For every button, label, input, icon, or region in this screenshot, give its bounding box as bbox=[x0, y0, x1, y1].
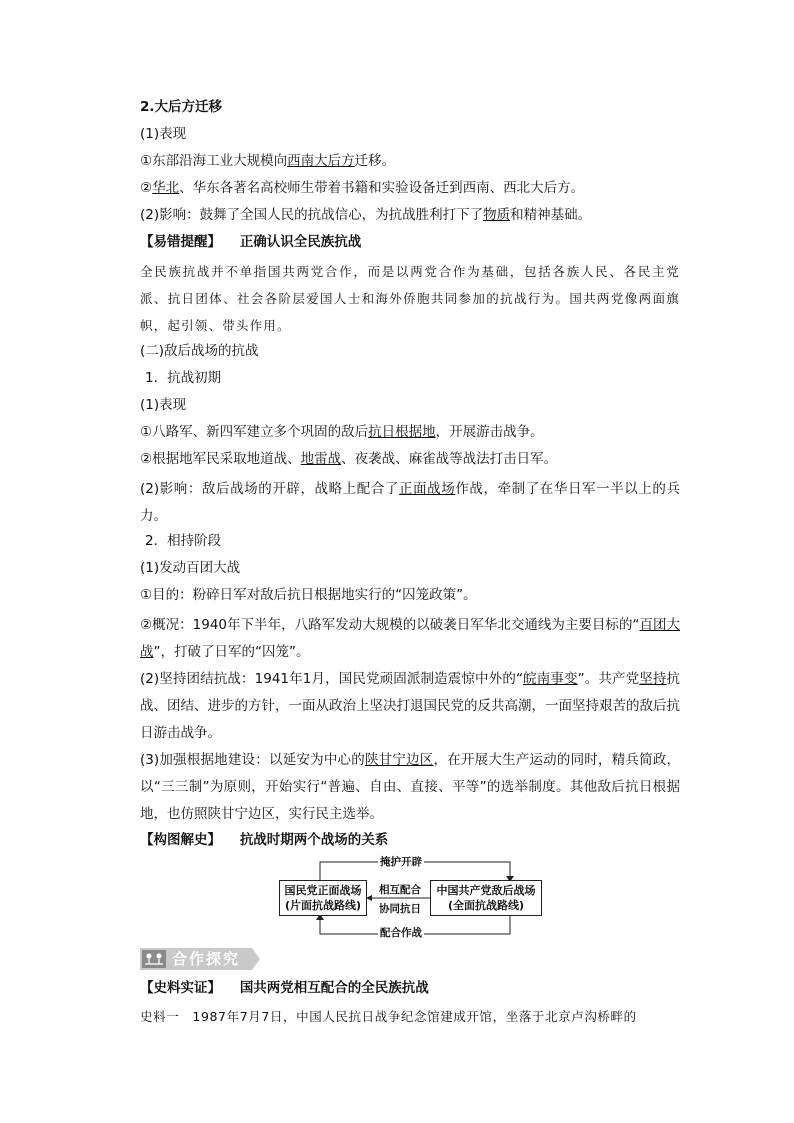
banner-title: 合作探究 bbox=[172, 950, 241, 968]
point-bases: ①八路军、新四军建立多个巩固的敌后抗日根据地，开展游击战争。 bbox=[140, 424, 544, 440]
subheading-performance-2: (1)表现 bbox=[140, 397, 187, 413]
point-overview: ②概况：1940年下半年，八路军发动大规模的以破袭日军华北交通线为主要目标的“百团大战”，打破了日军的“囚笼”。 bbox=[140, 617, 681, 660]
kmt-box-line-1: 国民党正面战场 bbox=[284, 884, 362, 897]
banner-icon-bg bbox=[142, 950, 166, 968]
section-rear-battlefield: (二)敌后战场的抗战 bbox=[140, 343, 259, 359]
point-industry: ①东部沿海工业大规模向西南大后方迁移。 bbox=[140, 153, 396, 169]
point-purpose: ①目的：粉碎日军对敌后抗日根据地实行的“囚笼政策”。 bbox=[140, 587, 477, 603]
label-coordinated-combat: 配合作战 bbox=[380, 927, 422, 939]
point-tactics: ②根据地军民采取地道战、地雷战、夜袭战、麻雀战等战法打击日军。 bbox=[140, 451, 558, 467]
diagram-heading: 【构图解史】 抗战时期两个战场的关系 bbox=[140, 832, 389, 848]
source-one-text: 史料一 1987年7月7日，中国人民抗日战争纪念馆建成开馆，坐落于北京卢沟桥畔的 bbox=[140, 1009, 637, 1024]
ccp-box-line-1: 中国共产党敌后战场 bbox=[436, 884, 536, 897]
subheading-performance: (1)表现 bbox=[140, 126, 187, 142]
point-universities: ②华北、华东各著名高校师生带着书籍和实验设备迁到西南、西北大后方。 bbox=[140, 180, 585, 196]
heading-relocation: 2.大后方迁移 bbox=[140, 99, 223, 115]
heading-stalemate: 2．相持阶段 bbox=[145, 533, 222, 549]
kmt-frontal-battlefield-box bbox=[279, 880, 367, 916]
point-influence: (2)影响：鼓舞了全国人民的抗战信心，为抗战胜利打下了物质和精神基础。 bbox=[140, 207, 592, 223]
kmt-box-line-2: (片面抗战路线) bbox=[284, 899, 362, 912]
point-unity: (2)坚持团结抗战：1941年1月，国民党顽固派制造震惊中外的“皖南事变”。共产党坚持抗战、团结、进步的方针，一面从政治上坚决打退国民党的反共高潮，一面坚持艰苦的敌后抗日游击战争。 bbox=[140, 671, 681, 741]
subheading-hundred-regiments: (1)发动百团大战 bbox=[140, 560, 241, 576]
tip-paragraph: 全民族抗战并不单指国共两党合作，而是以两党合作为基础，包括各族人民、各民主党派、抗日团体、社会各阶层爱国人士和海外侨胞共同参加的抗战行为。国共两党像两面旗帜，起引领、带头作用。 bbox=[140, 264, 680, 333]
ccp-rear-battlefield-box bbox=[430, 880, 542, 916]
label-cover-open: 掩护开辟 bbox=[380, 856, 422, 868]
point-base-construction: (3)加强根据地建设：以延安为中心的陕甘宁边区，在开展大生产运动的同时，精兵简政，以“三三制”为原则，开始实行“普遍、自由、直接、平等”的选举制度。其他敌后抗日根据地，也仿照陕甘宁边区，实行民主选举。 bbox=[140, 752, 681, 822]
source-heading: 【史料实证】 国共两党相互配合的全民族抗战 bbox=[140, 980, 429, 996]
heading-early-stage: 1．抗战初期 bbox=[145, 370, 222, 386]
tip-heading: 【易错提醒】 正确认识全民族抗战 bbox=[140, 234, 362, 250]
label-joint-resistance: 协同抗日 bbox=[379, 903, 421, 915]
ccp-box-line-2: (全面抗战路线) bbox=[447, 899, 525, 912]
point-influence-2: (2)影响：敌后战场的开辟，战略上配合了正面战场作战，牵制了在华日军一半以上的兵力。 bbox=[140, 481, 681, 524]
label-mutual-coordination: 相互配合 bbox=[379, 884, 421, 896]
